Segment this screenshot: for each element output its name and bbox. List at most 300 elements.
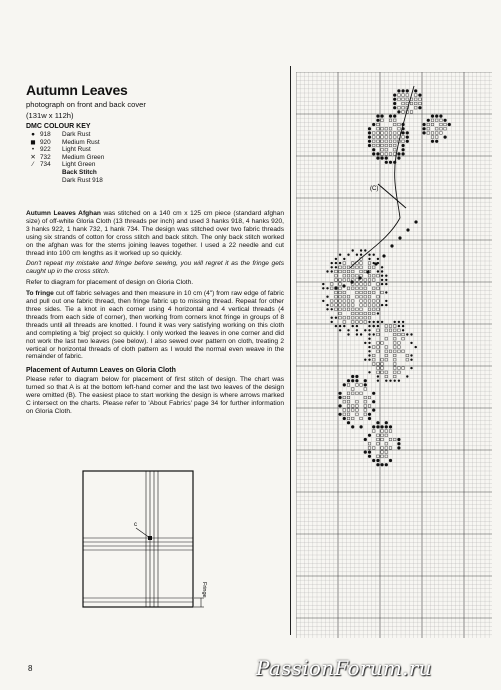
stitch-symbol bbox=[368, 434, 371, 437]
stitch-symbol bbox=[410, 342, 412, 344]
stitch-symbol bbox=[390, 244, 393, 247]
article-body bbox=[26, 210, 284, 419]
stitch-symbol bbox=[335, 274, 338, 277]
stitch-symbol bbox=[381, 304, 383, 306]
key-name: Medium Green bbox=[62, 153, 105, 161]
stitch-symbol bbox=[364, 388, 367, 391]
stitch-symbol bbox=[376, 152, 379, 155]
stitch-symbol bbox=[393, 329, 396, 332]
stitch-symbol bbox=[343, 409, 346, 412]
stitch-symbol bbox=[356, 321, 359, 324]
stitch-symbol bbox=[385, 304, 387, 306]
stitch-symbol bbox=[356, 283, 359, 286]
stitch-symbol bbox=[444, 127, 447, 130]
stitch-symbol bbox=[364, 279, 367, 282]
stitch-symbol bbox=[381, 127, 384, 130]
stitch-symbol bbox=[356, 274, 359, 277]
stitch-symbol bbox=[397, 152, 400, 155]
stitch-symbol bbox=[368, 266, 371, 269]
stitch-symbol bbox=[406, 136, 409, 139]
stitch-symbol bbox=[360, 287, 363, 290]
stitch-symbol bbox=[377, 308, 380, 311]
stitch-symbol bbox=[381, 148, 384, 151]
stitch-symbol bbox=[360, 392, 363, 395]
stitch-symbol bbox=[393, 363, 396, 366]
intro-bold: Autumn Leaves Afghan bbox=[26, 210, 101, 217]
stitch-symbol bbox=[347, 400, 350, 403]
stitch-symbol bbox=[356, 291, 359, 294]
stitch-symbol bbox=[398, 106, 401, 109]
stitch-symbol bbox=[339, 404, 342, 407]
stitch-symbol bbox=[347, 384, 350, 387]
placement-diagram bbox=[82, 470, 210, 610]
stitch-symbol bbox=[335, 304, 338, 307]
stitch-symbol bbox=[331, 270, 333, 272]
stitch-symbol bbox=[343, 300, 346, 303]
stitch-symbol bbox=[381, 157, 384, 160]
chart-marker-c: (C) bbox=[370, 186, 379, 192]
stitch-symbol bbox=[376, 459, 379, 462]
stitch-symbol bbox=[368, 442, 371, 445]
stitch-symbol bbox=[381, 434, 384, 437]
stitch-symbol bbox=[351, 304, 354, 307]
stitch-symbol bbox=[343, 316, 346, 319]
stitch-symbol bbox=[372, 447, 375, 450]
stitch-symbol bbox=[372, 459, 375, 462]
stitch-symbol bbox=[393, 367, 396, 370]
stitch-symbol bbox=[402, 136, 405, 139]
stitch-symbol bbox=[347, 266, 350, 269]
stitch-symbol bbox=[339, 396, 342, 399]
intro-paragraph bbox=[26, 210, 284, 257]
stitch-symbol bbox=[385, 346, 388, 349]
key-code: 920 bbox=[40, 138, 51, 146]
stitch-symbol bbox=[389, 132, 392, 135]
stitch-symbol bbox=[385, 279, 387, 281]
stitch-symbol bbox=[393, 350, 396, 353]
stitch-symbol bbox=[402, 102, 405, 105]
stitch-symbol bbox=[393, 375, 396, 378]
stitch-symbol bbox=[402, 321, 404, 323]
stitch-symbol bbox=[381, 144, 384, 147]
stitch-symbol bbox=[393, 358, 396, 361]
stitch-symbol bbox=[360, 249, 362, 251]
stitch-symbol bbox=[406, 375, 408, 377]
stitch-symbol bbox=[414, 98, 417, 101]
stitch-symbol bbox=[339, 279, 342, 282]
stitch-symbol bbox=[397, 442, 400, 445]
stitch-symbol bbox=[393, 144, 396, 147]
stitch-symbol bbox=[372, 266, 375, 269]
stitch-symbol bbox=[377, 127, 380, 130]
stitch-symbol bbox=[381, 266, 383, 268]
stitch-symbol bbox=[448, 123, 451, 126]
stitch-symbol bbox=[360, 291, 363, 294]
stitch-symbol bbox=[398, 346, 401, 349]
stitch-symbol bbox=[398, 367, 401, 370]
stitch-symbol bbox=[339, 270, 342, 273]
stitch-symbol bbox=[368, 279, 371, 282]
stitch-symbol bbox=[431, 136, 434, 139]
stitch-symbol bbox=[368, 136, 371, 139]
stitch-symbol bbox=[393, 346, 396, 349]
key-code: 918 bbox=[40, 131, 51, 138]
stitch-symbol bbox=[372, 148, 375, 151]
stitch-symbol bbox=[402, 333, 405, 336]
stitch-symbol bbox=[372, 308, 375, 311]
stitch-symbol bbox=[339, 283, 342, 286]
stitch-symbol bbox=[335, 266, 337, 268]
stitch-symbol bbox=[435, 115, 438, 118]
stitch-symbol bbox=[377, 140, 380, 143]
back-stitch-value: Dark Rust 918 bbox=[62, 176, 103, 184]
stitch-symbol bbox=[381, 430, 384, 433]
stitch-symbol bbox=[330, 300, 333, 303]
stitch-symbol bbox=[398, 380, 400, 382]
stitch-symbol bbox=[368, 254, 370, 256]
stitch-symbol bbox=[402, 94, 405, 97]
key-symbol: ● bbox=[31, 131, 35, 138]
stitch-symbol bbox=[402, 325, 404, 327]
stitch-symbol bbox=[377, 438, 380, 441]
stitch-symbol bbox=[406, 102, 409, 105]
stitch-symbol bbox=[322, 283, 324, 285]
stitch-symbol bbox=[351, 392, 354, 395]
stitch-symbol bbox=[385, 442, 388, 445]
stitch-symbol bbox=[351, 425, 354, 428]
stitch-symbol bbox=[385, 430, 388, 433]
stitch-symbol bbox=[376, 119, 379, 122]
stitch-symbol bbox=[364, 451, 367, 454]
stitch-symbol bbox=[368, 144, 371, 147]
stitch-symbol bbox=[368, 127, 371, 130]
stitch-symbol bbox=[335, 325, 337, 327]
stitch-symbol bbox=[435, 119, 438, 122]
stitch-symbol bbox=[435, 132, 438, 135]
key-row bbox=[26, 131, 284, 139]
stitch-symbol bbox=[381, 367, 384, 370]
stitch-symbol bbox=[368, 350, 370, 352]
key-row bbox=[26, 146, 284, 154]
stitch-symbol bbox=[364, 409, 367, 412]
stitch-symbol bbox=[343, 274, 346, 277]
stitch-symbol bbox=[427, 127, 430, 130]
stitch-symbol bbox=[414, 220, 417, 223]
stitch-symbol bbox=[393, 354, 396, 357]
stitch-symbol bbox=[339, 325, 341, 327]
stitch-symbol bbox=[368, 291, 371, 294]
stitch-symbol bbox=[398, 98, 401, 101]
stitch-symbol bbox=[377, 304, 380, 307]
stitch-symbol bbox=[364, 321, 367, 324]
fringe-bold: To fringe bbox=[26, 290, 54, 298]
stitch-symbol bbox=[377, 321, 379, 323]
stitch-symbol bbox=[439, 115, 442, 118]
stitch-symbol bbox=[339, 266, 342, 269]
stitch-symbol bbox=[356, 279, 359, 282]
stitch-symbol bbox=[381, 358, 384, 361]
stitch-symbol bbox=[385, 157, 388, 160]
fringe-paragraph bbox=[26, 290, 284, 361]
stitch-symbol bbox=[377, 350, 380, 353]
stitch-symbol bbox=[339, 291, 342, 294]
stitch-symbol bbox=[347, 409, 350, 412]
stitch-symbol bbox=[356, 308, 359, 311]
stitch-symbol bbox=[393, 119, 396, 122]
stitch-symbol bbox=[381, 342, 384, 345]
key-symbol: ⁄ bbox=[32, 161, 34, 169]
stitch-symbol bbox=[376, 421, 379, 424]
stitch-symbol bbox=[372, 430, 375, 433]
stitch-symbol bbox=[372, 312, 375, 315]
stitch-symbol bbox=[402, 350, 405, 353]
stitch-symbol bbox=[356, 316, 359, 319]
stitch-symbol bbox=[393, 153, 396, 156]
warning-paragraph bbox=[26, 260, 284, 276]
stitch-symbol bbox=[389, 459, 392, 462]
stitch-symbol bbox=[335, 270, 338, 273]
stitch-symbol bbox=[364, 379, 367, 382]
stitch-symbol bbox=[377, 123, 380, 126]
diagram-marker-c: c bbox=[134, 522, 137, 528]
stitch-symbol bbox=[381, 438, 384, 441]
stitch-symbol bbox=[360, 295, 363, 298]
stitch-symbol bbox=[347, 396, 350, 399]
stitch-symbol bbox=[347, 413, 350, 416]
stitch-symbol bbox=[368, 304, 371, 307]
stitch-symbol bbox=[368, 312, 371, 315]
stitch-symbol bbox=[368, 300, 371, 303]
stitch-symbol bbox=[385, 358, 388, 361]
stitch-symbol bbox=[385, 371, 388, 374]
stitch-symbol bbox=[360, 266, 363, 269]
stitch-symbol bbox=[406, 140, 409, 143]
stitch-symbol bbox=[381, 136, 384, 139]
stitch-symbol bbox=[347, 308, 350, 311]
stitch-symbol bbox=[343, 270, 346, 273]
stitch-symbol bbox=[343, 396, 346, 399]
stitch-symbol bbox=[347, 300, 350, 303]
stitch-symbol bbox=[372, 392, 375, 395]
stitch-symbol bbox=[427, 119, 430, 122]
stitch-symbol bbox=[393, 438, 396, 441]
key-symbol: ◼ bbox=[30, 138, 36, 146]
stitch-symbol bbox=[393, 94, 396, 97]
stitch-symbol bbox=[381, 455, 384, 458]
stitch-symbol bbox=[389, 350, 392, 353]
stitch-symbol bbox=[356, 405, 359, 408]
stitch-symbol bbox=[364, 304, 367, 307]
stitch-symbol bbox=[364, 359, 366, 361]
stitch-symbol bbox=[398, 94, 401, 97]
stitch-symbol bbox=[393, 140, 396, 143]
stitch-symbol bbox=[347, 304, 350, 307]
stitch-symbol bbox=[360, 262, 363, 265]
stitch-symbol bbox=[372, 363, 375, 366]
stitch-symbol bbox=[419, 102, 422, 105]
stitch-symbol bbox=[435, 127, 438, 130]
key-code: 922 bbox=[40, 146, 51, 154]
stitch-symbol bbox=[368, 447, 371, 450]
stitch-symbol bbox=[385, 127, 388, 130]
stitch-symbol bbox=[373, 321, 375, 323]
stitch-symbol bbox=[381, 425, 384, 428]
stitch-symbol bbox=[351, 409, 354, 412]
heading-block bbox=[26, 82, 284, 184]
stitch-symbol bbox=[431, 123, 434, 126]
stitch-symbol bbox=[393, 123, 396, 126]
stitch-symbol bbox=[435, 140, 438, 143]
stitch-symbol bbox=[368, 354, 370, 356]
stitch-symbol bbox=[347, 329, 349, 331]
page-title: Autumn Leaves bbox=[26, 82, 128, 98]
stitch-symbol bbox=[381, 447, 384, 450]
stitch-symbol bbox=[339, 254, 341, 256]
stitch-symbol bbox=[398, 325, 400, 327]
stitch-symbol bbox=[356, 400, 359, 403]
stitch-symbol bbox=[381, 279, 383, 281]
stitch-symbol bbox=[381, 132, 384, 135]
stitch-symbol bbox=[410, 354, 412, 356]
stitch-symbol bbox=[364, 287, 367, 290]
stitch-symbol bbox=[398, 132, 401, 135]
stitch-symbol bbox=[385, 300, 387, 302]
stitch-symbol bbox=[406, 94, 409, 97]
stitch-symbol bbox=[347, 270, 350, 273]
stitch-symbol bbox=[360, 321, 363, 324]
stitch-symbol bbox=[377, 325, 379, 327]
stitch-symbol bbox=[330, 283, 333, 286]
stitch-symbol bbox=[385, 144, 388, 147]
stitch-symbol bbox=[372, 291, 375, 294]
stitch-symbol bbox=[368, 262, 371, 265]
stitch-symbol bbox=[385, 329, 388, 332]
stitch-symbol bbox=[364, 405, 367, 408]
stitch-symbol bbox=[377, 371, 380, 374]
stitch-symbol bbox=[368, 258, 370, 260]
stitch-symbol bbox=[398, 321, 400, 323]
stitch-symbol bbox=[343, 295, 346, 298]
stitch-symbol bbox=[393, 106, 396, 109]
stitch-symbol bbox=[360, 283, 363, 286]
stitch-symbol bbox=[360, 417, 363, 420]
stitch-symbol bbox=[335, 308, 338, 311]
stitch-symbol bbox=[389, 144, 392, 147]
stitch-symbol bbox=[381, 283, 383, 285]
stitch-symbol bbox=[331, 266, 333, 268]
stitch-symbol bbox=[385, 140, 388, 143]
stitch-symbol bbox=[372, 136, 375, 139]
key-row bbox=[26, 139, 284, 147]
stitch-symbol bbox=[385, 380, 387, 382]
stitch-symbol bbox=[440, 119, 443, 122]
stitch-symbol bbox=[377, 274, 380, 277]
stitch-symbol bbox=[347, 379, 350, 382]
key-name: Light Rust bbox=[62, 146, 91, 154]
stitch-symbol bbox=[377, 144, 380, 147]
stitch-symbol bbox=[394, 321, 396, 323]
stitch-symbol bbox=[444, 136, 447, 139]
stitch-symbol bbox=[431, 115, 434, 118]
stitch-symbol bbox=[364, 329, 366, 331]
stitch-symbol bbox=[360, 308, 363, 311]
stitch-symbol bbox=[402, 98, 405, 101]
stitch-symbol bbox=[372, 152, 375, 155]
stitch-symbol bbox=[385, 350, 388, 353]
stitch-symbol bbox=[377, 270, 379, 272]
stitch-symbol bbox=[372, 140, 375, 143]
key-symbol: ✕ bbox=[30, 153, 36, 161]
stitch-symbol bbox=[368, 455, 371, 458]
stitch-symbol bbox=[339, 413, 342, 416]
stitch-symbol bbox=[339, 316, 342, 319]
stitch-symbol bbox=[389, 438, 392, 441]
stitch-symbol bbox=[377, 132, 380, 135]
size-note: (131w x 112h) bbox=[26, 111, 74, 120]
stitch-symbol bbox=[347, 316, 350, 319]
stitch-symbol bbox=[393, 132, 396, 135]
stitch-symbol bbox=[360, 304, 363, 307]
stitch-symbol bbox=[368, 451, 371, 454]
stitch-symbol bbox=[343, 258, 345, 260]
stitch-symbol bbox=[368, 321, 370, 323]
stitch-symbol bbox=[415, 346, 417, 348]
stitch-symbol bbox=[402, 367, 405, 370]
stitch-symbol bbox=[393, 148, 396, 151]
stitch-symbol bbox=[377, 380, 379, 382]
placement-paragraph: Please refer to diagram below for placement of first stitch of design. The chart was turned so that A is at the bottom left-hand corner and the last two leaves of the design were omitted (B). The easiest place to start working the design is where arrows marked C intersect on the charts. Please refer to 'About Fabrics' page 34 for further information on Gloria Cloth. bbox=[26, 376, 284, 415]
stitch-symbol bbox=[381, 321, 383, 323]
stitch-symbol bbox=[393, 325, 396, 328]
key-code: 732 bbox=[40, 153, 51, 161]
warning-text: Don't repeat my mistake and fringe before sewing, you will regret it as the fringe gets caught up in the cross stitch. bbox=[26, 260, 284, 276]
stitch-symbol bbox=[406, 131, 409, 134]
colour-key-heading: DMC COLOUR KEY bbox=[26, 123, 91, 130]
stitch-symbol bbox=[393, 98, 396, 101]
stitch-symbol bbox=[368, 325, 370, 327]
stitch-symbol bbox=[368, 131, 371, 134]
stitch-symbol bbox=[410, 333, 412, 335]
stitch-symbol bbox=[335, 300, 338, 303]
stitch-symbol bbox=[398, 371, 401, 374]
stitch-symbol bbox=[414, 94, 417, 97]
stitch-symbol bbox=[385, 463, 388, 466]
stitch-symbol bbox=[368, 295, 371, 298]
stitch-symbol bbox=[377, 258, 379, 260]
stitch-symbol bbox=[326, 287, 328, 289]
stitch-symbol bbox=[444, 119, 447, 122]
stitch-symbol bbox=[335, 262, 337, 264]
stitch-symbol bbox=[364, 291, 367, 294]
stitch-symbol bbox=[377, 375, 379, 377]
stitch-symbol bbox=[364, 396, 367, 399]
stitch-symbol bbox=[435, 136, 438, 139]
key-name: Medium Rust bbox=[62, 138, 100, 146]
stitch-symbol bbox=[360, 312, 363, 315]
stitch-symbol bbox=[343, 417, 346, 420]
stitch-symbol bbox=[360, 316, 363, 319]
stitch-symbol bbox=[364, 249, 366, 251]
refer-paragraph: Refer to diagram for placement of design on Gloria Cloth. bbox=[26, 279, 194, 287]
stitch-symbol bbox=[402, 148, 405, 151]
stitch-symbol bbox=[393, 371, 396, 374]
stitch-symbol bbox=[356, 287, 359, 290]
stitch-symbol bbox=[368, 329, 370, 331]
stitch-symbol bbox=[389, 119, 392, 122]
stitch-symbol bbox=[372, 132, 375, 135]
stitch-symbol bbox=[414, 89, 417, 92]
stitch-symbol bbox=[389, 161, 392, 164]
